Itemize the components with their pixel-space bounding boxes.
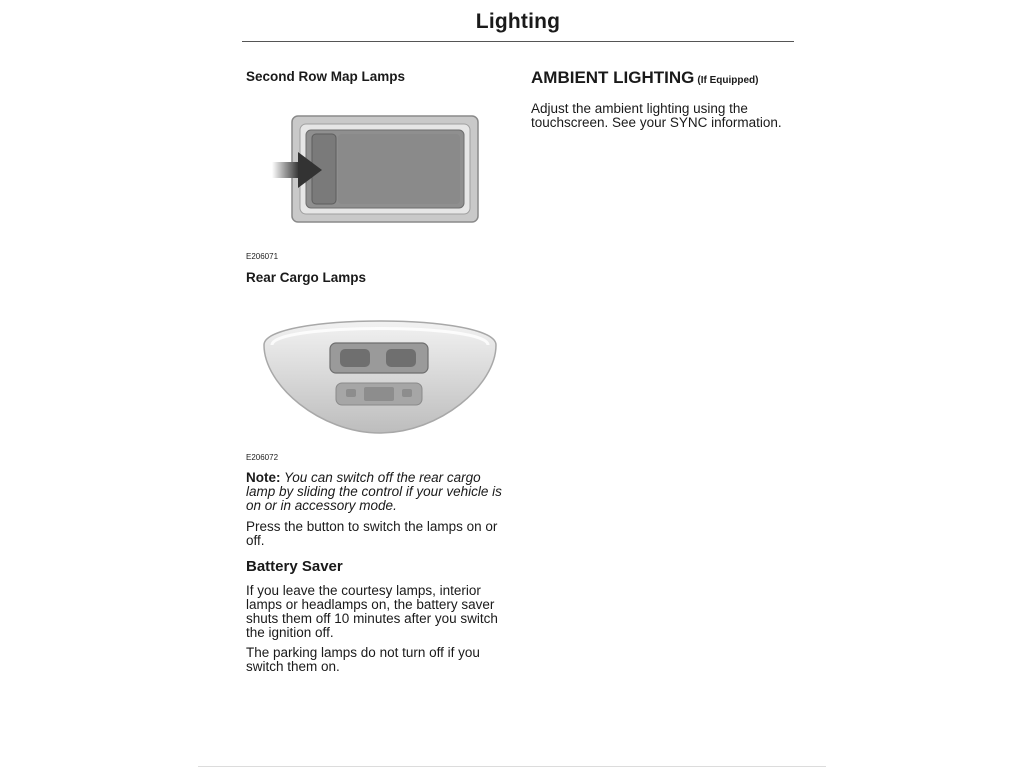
ambient-lighting-suffix: (If Equipped) [697,75,759,86]
note-paragraph [246,471,508,513]
page-title: Lighting [475,10,561,33]
battery-saver-paragraph-1: If you leave the courtesy lamps, interior lamps or headlamps on, the battery saver shuts them off 10 minutes after you switch the ignition off. [246,583,498,640]
cargo-lamps-instruction: Press the button to switch the lamps on or off. [246,519,498,548]
footer-divider [198,766,826,767]
note-text: You can switch off the rear cargo lamp by sliding the control if your vehicle is on or in accessory mode. [246,470,502,513]
figure-code-map-lamps: E206071 [246,252,279,261]
map-lamps-heading: Second Row Map Lamps [246,69,406,84]
battery-saver-heading: Battery Saver [246,558,343,575]
figure-code-cargo-lamps: E206072 [246,453,279,462]
map-lamp-switch-illustration [272,112,482,226]
ambient-lighting-text: Adjust the ambient lighting using the touchscreen. See your SYNC information. [531,101,782,130]
cargo-lamps-heading: Rear Cargo Lamps [246,270,367,285]
battery-saver-paragraph-2: The parking lamps do not turn off if you switch them on. [246,645,480,674]
note-label: Note: [246,470,281,485]
ambient-lighting-heading [531,68,759,88]
ambient-lighting-title: AMBIENT LIGHTING [531,68,695,87]
cargo-lamp-illustration [260,305,500,437]
header-divider [242,41,794,42]
